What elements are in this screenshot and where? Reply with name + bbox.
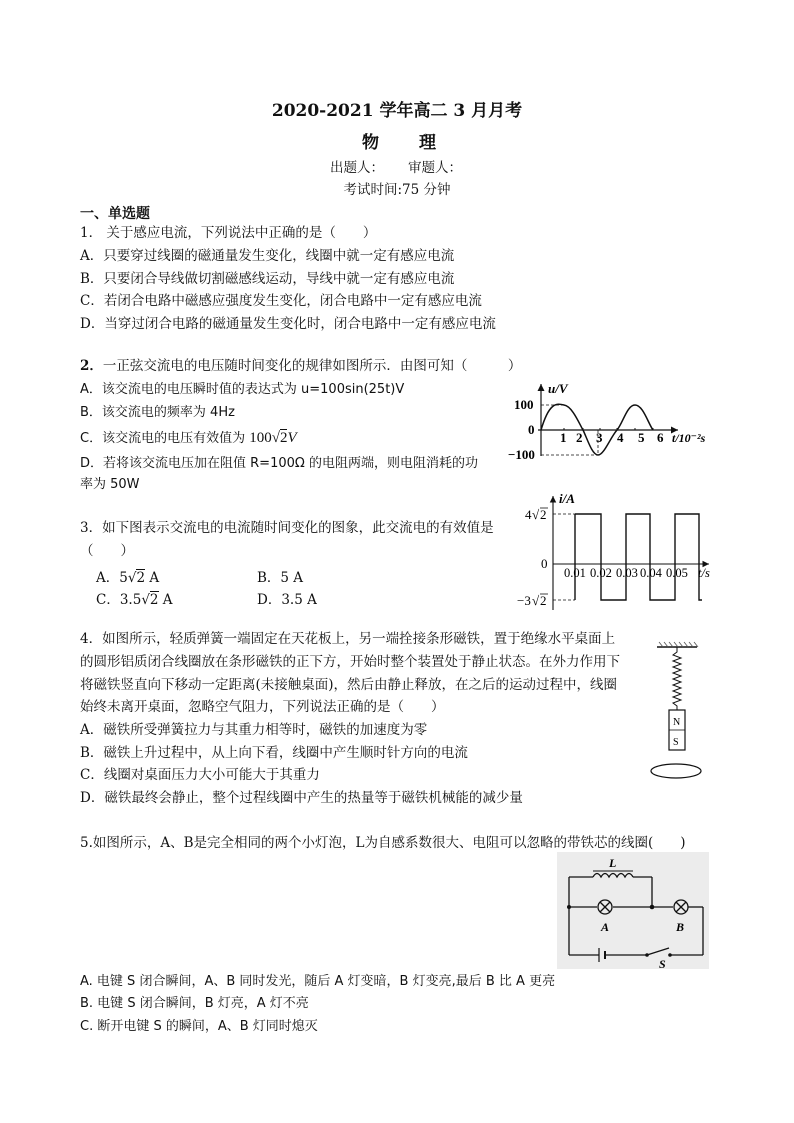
- q4-stem-line3: 将磁铁竖直向下移动一定距离(未接触桌面)，然后由静止释放，在之后的运动过程中，线圈: [80, 677, 618, 693]
- q3-x-label: t/s: [698, 566, 710, 580]
- q2-x-tick-3: 3: [596, 430, 603, 445]
- q2-x-tick-5: 5: [638, 430, 645, 445]
- q2-x-tick-6: 6: [657, 430, 664, 445]
- q3-y-label: i/A: [559, 492, 575, 506]
- q2-y-top-label: 100: [514, 397, 534, 412]
- spring: [673, 647, 681, 710]
- q2-x-label: t/10⁻²s: [672, 431, 706, 445]
- q4-spring-magnet-figure: [645, 640, 710, 785]
- q2-number: 2．: [80, 358, 103, 374]
- q3-x-tick-3: 0.03: [616, 566, 638, 580]
- lamp-b-label: B: [676, 920, 685, 934]
- q2-x-tick-2: 2: [576, 430, 583, 445]
- q4-option-d: D．磁铁最终会静止，整个过程线圈中产生的热量等于磁铁机械能的减少量: [80, 790, 523, 806]
- q2-x-tick-1: 1: [560, 430, 567, 445]
- subject-char-2: 理: [419, 133, 436, 153]
- q3-option-c: C．3.5√2 A: [96, 592, 173, 608]
- q1-option-a: A．只要穿过线圈的磁通量发生变化，线圈中就一定有感应电流: [80, 248, 455, 264]
- switch-label: S: [659, 957, 666, 969]
- q2-y-label: u/V: [548, 381, 568, 396]
- q5-option-c: C. 断开电键 S 的瞬间，A、B 灯同时熄灭: [80, 1019, 318, 1034]
- q5-circuit-figure: [557, 852, 709, 969]
- exam-title: 2020-2021 学年高二 3 月月考: [271, 101, 523, 121]
- setter-label: 出题人：: [330, 160, 384, 176]
- q2-voltage-graph: [508, 378, 713, 468]
- magnet-south-label: S: [673, 737, 679, 748]
- subject-char-1: 物: [362, 133, 379, 153]
- q3-x-tick-2: 0.02: [590, 566, 612, 580]
- svg-text:−3: −3: [517, 593, 531, 608]
- q3-option-a: A．5√2 A: [96, 570, 160, 586]
- q1-option-c: C．若闭合电路中磁感应强度发生变化，闭合电路中一定有感应电流: [80, 293, 482, 309]
- q3-stem-line2: （ ）: [80, 543, 134, 559]
- q2-origin-label: 0: [528, 422, 535, 437]
- lamp-a-label: A: [601, 920, 610, 934]
- q3-x-tick-5: 0.05: [666, 566, 688, 580]
- svg-text:√: √: [532, 593, 540, 608]
- q5-option-a: A. 电键 S 闭合瞬间，A、B 同时发光，随后 A 灯变暗，B 灯变亮,最后 B 比 A 更亮: [80, 974, 556, 989]
- q2-stem-line: [80, 357, 521, 375]
- q3-current-graph: [515, 492, 715, 614]
- q2-option-d-line2: 率为 50W: [80, 477, 140, 492]
- q3-option-d: D．3.5 A: [257, 592, 317, 608]
- exam-time: 考试时间:75 分钟: [343, 182, 451, 198]
- q2-option-a: A．该交流电的电压瞬时值的表达式为 u=100sin(25t)V: [80, 382, 405, 397]
- q2-option-d-line1: D．若将该交流电压加在阻值 R=100Ω 的电阻两端，则电阻消耗的功: [80, 456, 478, 471]
- q2-option-b: B．该交流电的频率为 4Hz: [80, 405, 235, 420]
- q2-option-c: [80, 429, 297, 448]
- q4-stem-line2: 的圆形铝质闭合线圈放在条形磁铁的正下方，开始时整个装置处于静止状态。在外力作用下: [80, 654, 620, 670]
- q4-option-b: B．磁铁上升过程中，从上向下看，线圈中产生顺时针方向的电流: [80, 745, 468, 761]
- q4-option-c: C．线圈对桌面压力大小可能大于其重力: [80, 767, 320, 783]
- q3-option-b: B．5 A: [257, 570, 304, 586]
- svg-text:√: √: [532, 507, 540, 522]
- svg-text:2: 2: [540, 593, 547, 608]
- q3-x-tick-1: 0.01: [564, 566, 586, 580]
- q1-stem: 1． 关于感应电流，下列说法中正确的是（ ）: [80, 225, 377, 241]
- q2-stem: 一正弦交流电的电压随时间变化的规律如图所示．由图可知（ ）: [102, 358, 522, 374]
- q2-option-c-text: C．该交流电的电压有效值为: [80, 431, 246, 446]
- q1-option-d: D．当穿过闭合电路的磁通量发生变化时，闭合电路中一定有感应电流: [80, 316, 496, 332]
- q3-square-wave: [575, 514, 702, 600]
- q2-y-bottom-label: −100: [508, 447, 535, 462]
- svg-text:4: 4: [525, 507, 532, 522]
- svg-text:2: 2: [540, 507, 547, 522]
- aluminum-ring: [651, 764, 701, 778]
- reviewer-label: 审题人：: [408, 160, 462, 176]
- magnet-north-label: N: [673, 717, 681, 728]
- q2-option-c-value: 100√2V: [249, 430, 297, 446]
- section-heading-single-choice: 一、单选题: [80, 206, 150, 222]
- q5-stem: 5.如图所示，A、B是完全相同的两个小灯泡，L为自感系数很大、电阻可以忽略的带铁芯的线圈( ): [80, 835, 686, 851]
- q2-x-tick-4: 4: [617, 430, 624, 445]
- q5-option-b: B. 电键 S 闭合瞬间，B 灯亮，A 灯不亮: [80, 996, 309, 1011]
- q3-stem-line1: 3．如下图表示交流电的电流随时间变化的图象，此交流电的有效值是: [80, 520, 494, 536]
- q3-y-top-label: [525, 507, 548, 522]
- q4-option-a: A．磁铁所受弹簧拉力与其重力相等时，磁铁的加速度为零: [80, 722, 428, 738]
- q4-stem-line1: 4．如图所示，轻质弹簧一端固定在天花板上，另一端拴接条形磁铁，置于绝缘水平桌面上: [80, 631, 616, 647]
- inductor-label: L: [609, 856, 617, 870]
- q4-stem-line4: 始终未离开桌面，忽略空气阻力，下列说法正确的是（ ）: [80, 699, 445, 715]
- q3-x-tick-4: 0.04: [640, 566, 662, 580]
- q3-y-bottom-label: [517, 593, 548, 608]
- q3-origin-label: 0: [541, 556, 548, 571]
- q1-option-b: B．只要闭合导线做切割磁感线运动，导线中就一定有感应电流: [80, 271, 455, 287]
